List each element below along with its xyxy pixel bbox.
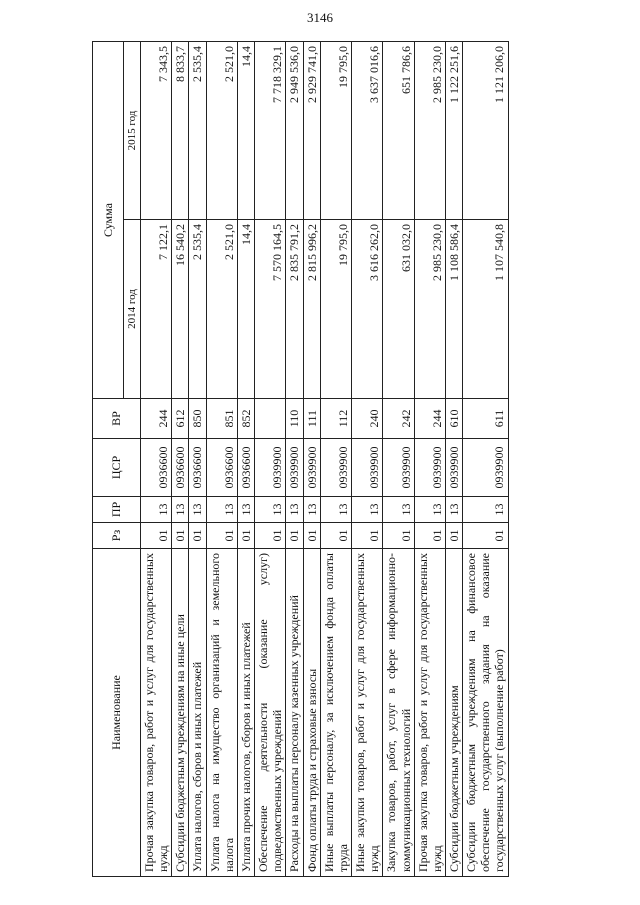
cell-name: Субсидии бюджетным учреждениям на финансовое обеспечение государственного задания на оказание государственных услуг (выполнение работ) [463,549,508,877]
cell-2015: 7 718 329,1 [255,41,286,219]
cell-vr: 610 [445,399,462,439]
table-row [141,41,172,876]
cell-2015: 19 795,0 [320,41,351,219]
cell-csr: 0939900 [414,439,445,497]
cell-csr: 0939900 [463,439,508,497]
cell-2015: 2 535,4 [189,41,206,219]
cell-2014: 3 616 262,0 [352,220,383,399]
table-row [445,41,462,876]
cell-rz: 01 [141,523,172,549]
cell-2014: 2 535,4 [189,220,206,399]
cell-csr: 0939900 [383,439,414,497]
cell-rz: 01 [383,523,414,549]
cell-vr: 244 [141,399,172,439]
cell-vr: 852 [237,399,254,439]
cell-pr: 13 [255,497,286,523]
cell-2014: 2 521,0 [206,220,237,399]
cell-pr: 13 [320,497,351,523]
cell-2015: 8 833,7 [172,41,189,219]
cell-vr: 851 [206,399,237,439]
cell-pr: 13 [352,497,383,523]
header-csr: ЦСР [93,439,141,497]
cell-2015: 651 786,6 [383,41,414,219]
cell-rz: 01 [172,523,189,549]
cell-2014: 16 540,2 [172,220,189,399]
table-row [463,41,508,876]
header-rz: Рз [93,523,141,549]
header-vr: ВР [93,399,141,439]
cell-rz: 01 [414,523,445,549]
cell-name: Обеспечение деятельности (оказание услуг) подведомственных учреждений [255,549,286,877]
cell-2015: 2 521,0 [206,41,237,219]
cell-pr: 13 [286,497,303,523]
cell-pr: 13 [383,497,414,523]
cell-2015: 1 121 206,0 [463,41,508,219]
cell-csr: 0936600 [172,439,189,497]
cell-2014: 1 108 586,4 [445,220,462,399]
cell-2015: 2 949 536,0 [286,41,303,219]
cell-csr: 0939900 [286,439,303,497]
budget-table [92,41,509,877]
cell-2014: 2 985 230,0 [414,220,445,399]
cell-name: Уплата налога на имущество организаций и земельного налога [206,549,237,877]
cell-pr: 13 [303,497,320,523]
cell-vr: 244 [414,399,445,439]
cell-name: Субсидии бюджетным учреждениям [445,549,462,877]
header-sum: Сумма [93,41,124,398]
cell-vr: 242 [383,399,414,439]
cell-rz: 01 [206,523,237,549]
table-row [383,41,414,876]
table-row [414,41,445,876]
header-2015: 2015 год [124,41,141,219]
cell-2014: 1 107 540,8 [463,220,508,399]
cell-pr: 13 [172,497,189,523]
cell-csr: 0936600 [189,439,206,497]
cell-name: Субсидии бюджетным учреждениям на иные цели [172,549,189,877]
cell-name: Прочая закупка товаров, работ и услуг для государственных нужд [141,549,172,877]
cell-2014: 19 795,0 [320,220,351,399]
cell-2014: 7 570 164,5 [255,220,286,399]
table-row [206,41,237,876]
cell-csr: 0939900 [352,439,383,497]
table-row [352,41,383,876]
table-row [237,41,254,876]
cell-pr: 13 [237,497,254,523]
cell-rz: 01 [303,523,320,549]
cell-csr: 0936600 [206,439,237,497]
cell-rz: 01 [463,523,508,549]
cell-vr [255,399,286,439]
cell-name: Иные выплаты персоналу, за исключением фонда оплаты труда [320,549,351,877]
cell-2015: 2 929 741,0 [303,41,320,219]
cell-csr: 0939900 [303,439,320,497]
cell-2015: 1 122 251,6 [445,41,462,219]
cell-vr: 112 [320,399,351,439]
cell-name: Прочая закупка товаров, работ и услуг для государственных нужд [414,549,445,877]
table-row [303,41,320,876]
cell-vr: 612 [172,399,189,439]
cell-pr: 13 [463,497,508,523]
cell-2015: 3 637 016,6 [352,41,383,219]
cell-2015: 7 343,5 [141,41,172,219]
page-number: 3146 [307,10,333,25]
rotated-table-container [92,42,573,877]
cell-rz: 01 [445,523,462,549]
cell-2015: 14,4 [237,41,254,219]
header-2014: 2014 год [124,220,141,399]
table-row [286,41,303,876]
header-pr: ПР [93,497,141,523]
cell-name: Закупка товаров, работ, услуг в сфере информационно-коммуникационных технологий [383,549,414,877]
cell-2015: 2 985 230,0 [414,41,445,219]
cell-2014: 7 122,1 [141,220,172,399]
cell-vr: 240 [352,399,383,439]
cell-name: Иные закупки товаров, работ и услуг для государственных нужд [352,549,383,877]
cell-csr: 0936600 [237,439,254,497]
table-body [141,41,509,876]
cell-rz: 01 [320,523,351,549]
cell-rz: 01 [189,523,206,549]
cell-2014: 631 032,0 [383,220,414,399]
table-row [189,41,206,876]
cell-csr: 0939900 [320,439,351,497]
cell-vr: 111 [303,399,320,439]
cell-csr: 0939900 [445,439,462,497]
cell-vr: 850 [189,399,206,439]
cell-rz: 01 [286,523,303,549]
header-name: Наименование [93,549,141,877]
cell-name: Уплата налогов, сборов и иных платежей [189,549,206,877]
cell-pr: 13 [206,497,237,523]
cell-csr: 0939900 [255,439,286,497]
cell-2014: 14,4 [237,220,254,399]
cell-2014: 2 835 791,2 [286,220,303,399]
cell-name: Уплата прочих налогов, сборов и иных платежей [237,549,254,877]
cell-name: Расходы на выплаты персоналу казенных учреждений [286,549,303,877]
cell-rz: 01 [255,523,286,549]
cell-pr: 13 [445,497,462,523]
table-row [320,41,351,876]
cell-name: Фонд оплаты труда и страховые взносы [303,549,320,877]
table-row [255,41,286,876]
cell-rz: 01 [237,523,254,549]
table-row [172,41,189,876]
cell-2014: 2 815 996,2 [303,220,320,399]
cell-pr: 13 [414,497,445,523]
cell-csr: 0936600 [141,439,172,497]
cell-pr: 13 [189,497,206,523]
cell-vr: 110 [286,399,303,439]
cell-pr: 13 [141,497,172,523]
cell-vr: 611 [463,399,508,439]
cell-rz: 01 [352,523,383,549]
